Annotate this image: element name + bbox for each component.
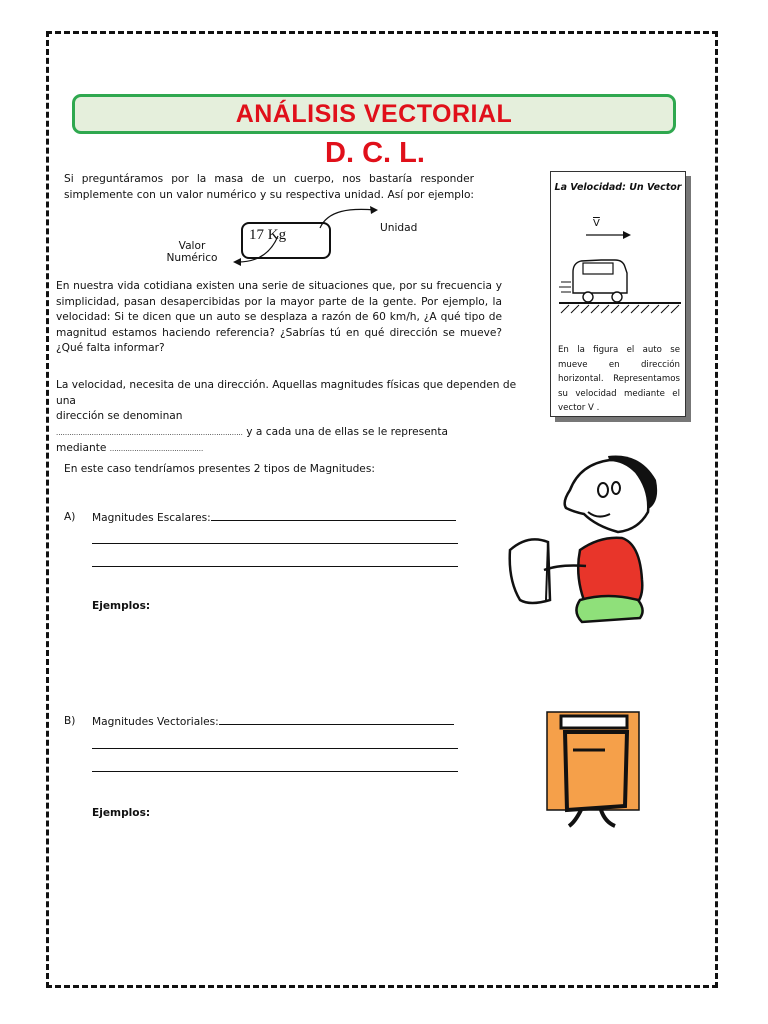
pants: [576, 596, 642, 622]
answer-line-a1[interactable]: [211, 510, 456, 521]
title-banner: [72, 94, 676, 134]
legs: [569, 810, 615, 826]
unit-arrowhead: [370, 206, 378, 214]
ground-hatch: [561, 305, 679, 313]
clipboard-illustration: [545, 710, 645, 835]
unit-arrow: [320, 209, 375, 228]
clipboard-page: [565, 732, 627, 810]
answer-line-a2[interactable]: [92, 543, 458, 544]
eye-left: [598, 483, 608, 497]
velocity-vector-box: [550, 171, 686, 417]
section-a-examples: Ejemplos:: [92, 600, 151, 612]
sidebox-title: La Velocidad: Un Vector: [554, 182, 682, 193]
blank-dots-1: ....................................................................................: [56, 428, 243, 437]
answer-line-b1[interactable]: [219, 714, 454, 725]
answer-line-b3[interactable]: [92, 771, 458, 772]
paragraph-direction: [56, 378, 536, 458]
section-b-examples: Ejemplos:: [92, 807, 151, 819]
car-wheel-front: [612, 292, 622, 302]
answer-line-a3[interactable]: [92, 566, 458, 567]
vector-symbol: $\overline{V}$: [593, 218, 600, 229]
car-wheel-rear: [583, 292, 593, 302]
value-label-line2: Numérico: [166, 252, 218, 264]
value-arrowhead: [233, 258, 241, 266]
direction-line1: La velocidad, necesita de una dirección. Aquellas magnitudes físicas que dependen de una: [56, 379, 517, 407]
direction-line4: [56, 441, 536, 458]
section-a-row: [92, 510, 458, 527]
car-window: [583, 263, 613, 274]
direction-line3-text: y a cada una de ellas se le representa: [242, 425, 448, 438]
book: [510, 539, 550, 603]
direction-line3: [56, 425, 536, 442]
section-b-label: Magnitudes Vectoriales:: [92, 716, 219, 728]
value-arrow: [238, 236, 278, 262]
car-illustration: [551, 227, 687, 337]
paragraph-velocity: En nuestra vida cotidiana existen una serie de situaciones que, por su frecuencia y simplicidad, pasan desapercibidas por la mayor parte de la gente. Por ejemplo, la velocidad: Si te dicen que un auto se desplaza a razón de 60 km/h, ¿A qué tipo de magnitud estamos haciendo referencia? ¿Sabrías tú en qué dirección se mueve? ¿Qué falta informar?: [56, 280, 502, 354]
page-title: ANÁLISIS VECTORIAL: [235, 100, 513, 128]
example-arrows: [220, 200, 390, 270]
direction-line4-text: mediante: [56, 442, 107, 454]
blank-dots-2: ..........................................: [109, 445, 204, 453]
unit-label: Unidad: [380, 222, 418, 234]
reading-man-illustration: [500, 450, 665, 650]
intro-text: Si preguntáramos por la masa de un cuerpo, nos bastaría responder simplemente con un valor numérico y su respectiva unidad. Así por ejemplo:: [64, 173, 474, 201]
clip: [561, 716, 627, 728]
page-subtitle: D. C. L.: [325, 137, 425, 169]
example-value: 17 Kg: [249, 227, 287, 243]
eye-right: [612, 482, 620, 494]
types-intro: En este caso tendríamos presentes 2 tipos de Magnitudes:: [64, 463, 375, 475]
section-b-letter: B): [64, 715, 76, 727]
section-b-row: [92, 714, 458, 731]
velocity-arrowhead: [623, 231, 631, 239]
intro-paragraph: [64, 172, 474, 203]
sidebox-caption: En la figura el auto se mueve en dirección horizontal. Representamos su velocidad mediante el vector V .: [558, 345, 680, 413]
direction-line2: dirección se denominan: [56, 410, 183, 422]
answer-line-b2[interactable]: [92, 748, 458, 749]
value-label: [164, 240, 220, 264]
value-label-line1: Valor: [178, 240, 206, 252]
section-a-letter: A): [64, 511, 76, 523]
section-a-label: Magnitudes Escalares:: [92, 512, 211, 524]
